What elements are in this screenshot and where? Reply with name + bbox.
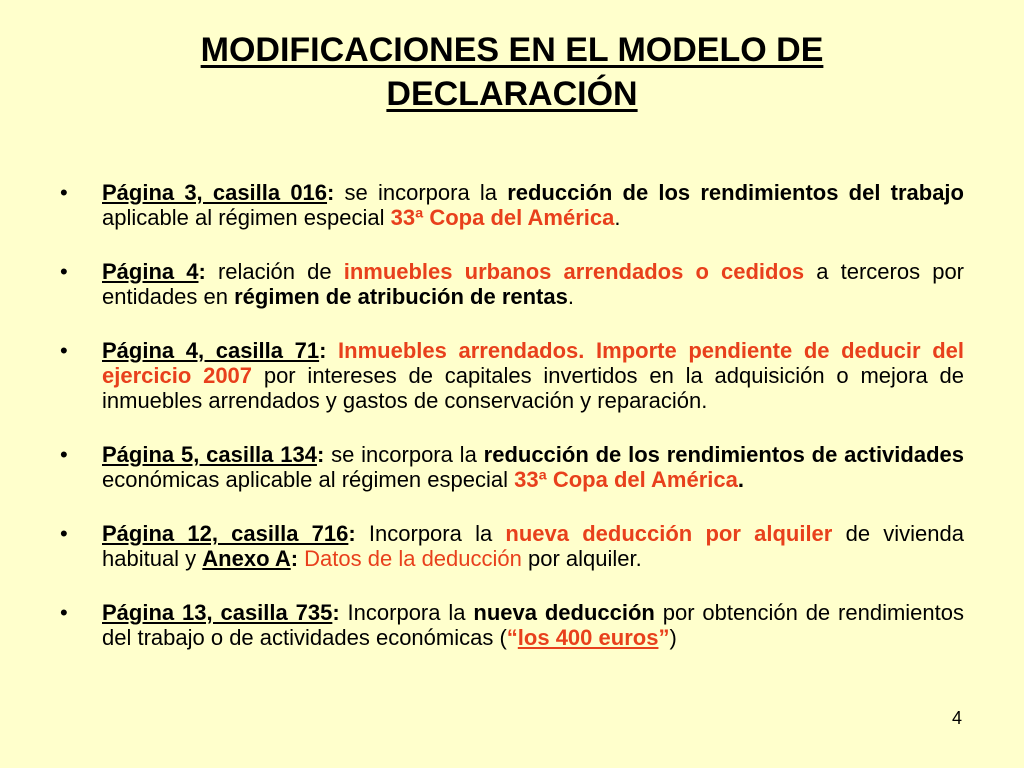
text-segment: Anexo A (202, 546, 291, 571)
text-segment: : (332, 600, 340, 625)
text-segment: Página 3, casilla 016 (102, 180, 328, 205)
bullet-text (102, 259, 964, 309)
text-segment: : (348, 521, 356, 546)
text-segment: Datos de la deducción (304, 546, 522, 571)
text-segment: “ (506, 625, 518, 650)
bullet-dot-icon: • (60, 180, 68, 205)
text-segment: Página 4, casilla 71 (102, 338, 320, 363)
bullet-item (60, 600, 964, 650)
bullet-dot-icon: • (60, 338, 68, 363)
text-segment: Incorpora la (339, 600, 474, 625)
text-segment: reducción de los rendimientos del trabajo (507, 180, 964, 205)
slide-title-line-2: DECLARACIÓN (386, 75, 638, 113)
text-segment: de vivienda habitual y (102, 521, 964, 571)
text-segment: Página 12, casilla 716 (102, 521, 349, 546)
slide-title-line-1: MODIFICACIONES EN EL MODELO DE (200, 31, 824, 69)
text-segment: a terceros por entidades en (102, 259, 965, 309)
text-segment: régimen de atribución de rentas (234, 284, 568, 309)
bullet-dot-icon: • (60, 442, 68, 467)
bullet-dot-icon: • (60, 521, 68, 546)
bullet-text (102, 600, 964, 650)
text-segment: ) (669, 625, 677, 650)
text-segment: . (614, 205, 621, 230)
text-segment: 33ª Copa del América (390, 205, 615, 230)
text-segment: : (316, 442, 325, 467)
bullet-dot-icon: • (60, 259, 68, 284)
text-segment: reducción de los rendimientos de actividades (483, 442, 964, 467)
text-segment: por obtención de rendimientos del trabajo o de actividades económicas ( (102, 600, 964, 650)
text-segment: económicas aplicable al régimen especial (102, 467, 515, 492)
slide-title (100, 28, 924, 116)
text-segment: nueva deducción por alquiler (505, 521, 833, 546)
bullet-item (60, 180, 964, 230)
text-segment: : (290, 546, 299, 571)
text-segment: : (327, 180, 335, 205)
text-segment: Página 13, casilla 735 (102, 600, 333, 625)
bullet-text (102, 180, 964, 230)
text-segment: aplicable al régimen especial (102, 205, 391, 230)
text-segment: los 400 euros (517, 625, 659, 650)
bullet-text (102, 442, 964, 492)
text-segment: Incorpora la (355, 521, 506, 546)
bullet-item (60, 259, 964, 309)
text-segment: nueva deducción (473, 600, 655, 625)
text-segment: Inmuebles arrendados. Importe pendiente de deducir del ejercicio 2007 (102, 338, 964, 388)
page-number: 4 (951, 708, 962, 728)
text-segment: : (198, 259, 206, 284)
bullet-dot-icon: • (60, 600, 68, 625)
bullet-text (102, 521, 964, 571)
text-segment: se incorpora la (324, 442, 484, 467)
text-segment: . (737, 467, 744, 492)
bullet-text (102, 338, 964, 413)
text-segment: 33ª Copa del América (514, 467, 738, 492)
text-segment: ” (658, 625, 670, 650)
text-segment: . (567, 284, 574, 309)
text-segment: inmuebles urbanos arrendados o cedidos (343, 259, 805, 284)
text-segment: por intereses de capitales invertidos en la adquisición o mejora de inmuebles arrendados y gastos de conservación y reparación. (102, 363, 964, 413)
text-segment: : (319, 338, 339, 363)
bullet-item (60, 521, 964, 571)
bullet-item (60, 338, 964, 413)
bullet-item (60, 442, 964, 492)
text-segment: Página 5, casilla 134 (102, 442, 317, 467)
text-segment: Página 4 (102, 259, 199, 284)
text-segment: se incorpora la (334, 180, 508, 205)
bullet-list (60, 180, 964, 650)
text-segment: relación de (205, 259, 344, 284)
text-segment: por alquiler. (521, 546, 642, 571)
